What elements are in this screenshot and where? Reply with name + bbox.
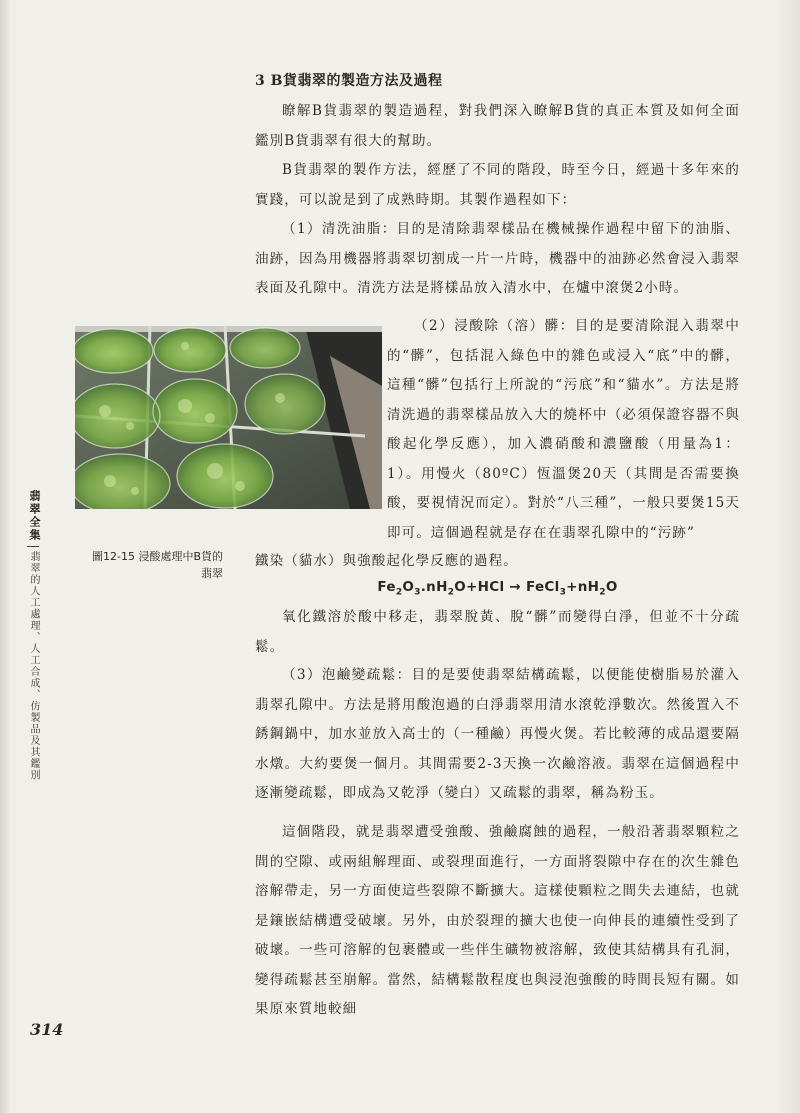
reaction-arrow: → — [509, 579, 521, 595]
caption-line-2: 翡翠 — [201, 567, 223, 580]
page-number: 314 — [30, 1020, 64, 1039]
paragraph-step-3: （3）泡鹼變疏鬆：目的是要使翡翠結構疏鬆，以便能使樹脂易於灌入翡翠孔隙中。方法是將用酸泡過的白淨翡翠用清水滾乾淨數次。然後置入不銹鋼鍋中，加水並放入高士的（一種鹼）再慢火煲。若比較薄的成品還要隔水燉。大約要煲一個月。其間需要2-3天換一次鹼溶液。翡翠在這個過程中逐漸變疏鬆，即成為又乾淨（變白）又疏鬆的翡翠，稱為粉玉。 — [255, 667, 740, 801]
section-heading: 3 B貨翡翠的製造方法及過程 — [255, 73, 443, 89]
paragraph-step-2: （2）浸酸除（溶）髒：目的是要清除混入翡翠中的“髒”，包括混入綠色中的雜色或浸入“底”中的髒，這種“髒”包括行上所說的“污底”和“貓水”。方法是將清洗過的翡翠樣品放入大的燒杯中（必須保證容器不與酸起化學反應），加入濃硝酸和濃鹽酸（用量為1：1）。用慢火（80ºC）恆溫煲20天（其間是否需要換酸，要視情況而定）。對於“八三種”，一般只要煲15天即可。這個過程就是存在在翡翠孔隙中的“污跡” — [387, 318, 740, 541]
figure-photo-acid-treatment — [75, 326, 382, 509]
chapter-side-tab — [26, 490, 40, 781]
paragraph-after-formula: 氧化鐵溶於酸中移走，翡翠脫黃、脫“髒”而變得白淨，但並不十分疏鬆。 — [255, 609, 740, 655]
paragraph-method: B貨翡翠的製作方法，經歷了不同的階段，時至今日，經過十多年來的實踐，可以說是到了成熟時期。其製作過程如下： — [255, 162, 740, 208]
page-binding-shadow — [0, 0, 10, 1113]
paragraph-step-2-tail: 鐵染（貓水）與強酸起化學反應的過程。 — [255, 553, 518, 569]
chemical-formula: $Fe_2O_3.nH_2O+HCl$ → $FeCl_3+nH_2O$ — [377, 579, 618, 598]
figure-caption — [75, 548, 223, 582]
paragraph-intro: 瞭解B貨翡翠的製造過程，對我們深入瞭解B貨的真正本質及如何全面鑑別B貨翡翠有很大的幫助。 — [255, 103, 740, 149]
book-title-vertical: 翡翠全集 — [28, 490, 41, 542]
chapter-title-vertical: 翡翠的人工處理、人工合成、仿製品及其鑑別 — [28, 551, 39, 781]
jade-beakers-photo — [75, 326, 382, 509]
caption-line-1: 圖12-15 浸酸處理中B貨的 — [91, 550, 223, 563]
paragraph-step-1: （1）清洗油脂：目的是清除翡翠樣品在機械操作過程中留下的油脂、油跡，因為用機器將翡翠切割成一片一片時，機器中的油跡必然會浸入翡翠表面及孔隙中。清洗方法是將樣品放入清水中，在爐中滾煲2小時。 — [255, 221, 740, 296]
page-edge — [778, 0, 800, 1113]
side-divider — [27, 546, 39, 547]
paragraph-final: 這個階段，就是翡翠遭受強酸、強鹼腐蝕的過程，一般沿著翡翠顆粒之間的空隙、或兩組解理面、或裂理面進行，一方面將裂隙中存在的次生雜色溶解帶走，另一方面使這些裂隙不斷擴大。這樣使顆粒之間失去連結，也就是鑲嵌結構遭受破壞。另外，由於裂理的擴大也使一向伸長的連續性受到了破壞。一些可溶解的包裹體或一些伴生礦物被溶解，致使其結構具有孔洞，變得疏鬆甚至崩解。當然，結構鬆散程度也與浸泡強酸的時間長短有關。如果原來質地較細 — [255, 824, 740, 1017]
